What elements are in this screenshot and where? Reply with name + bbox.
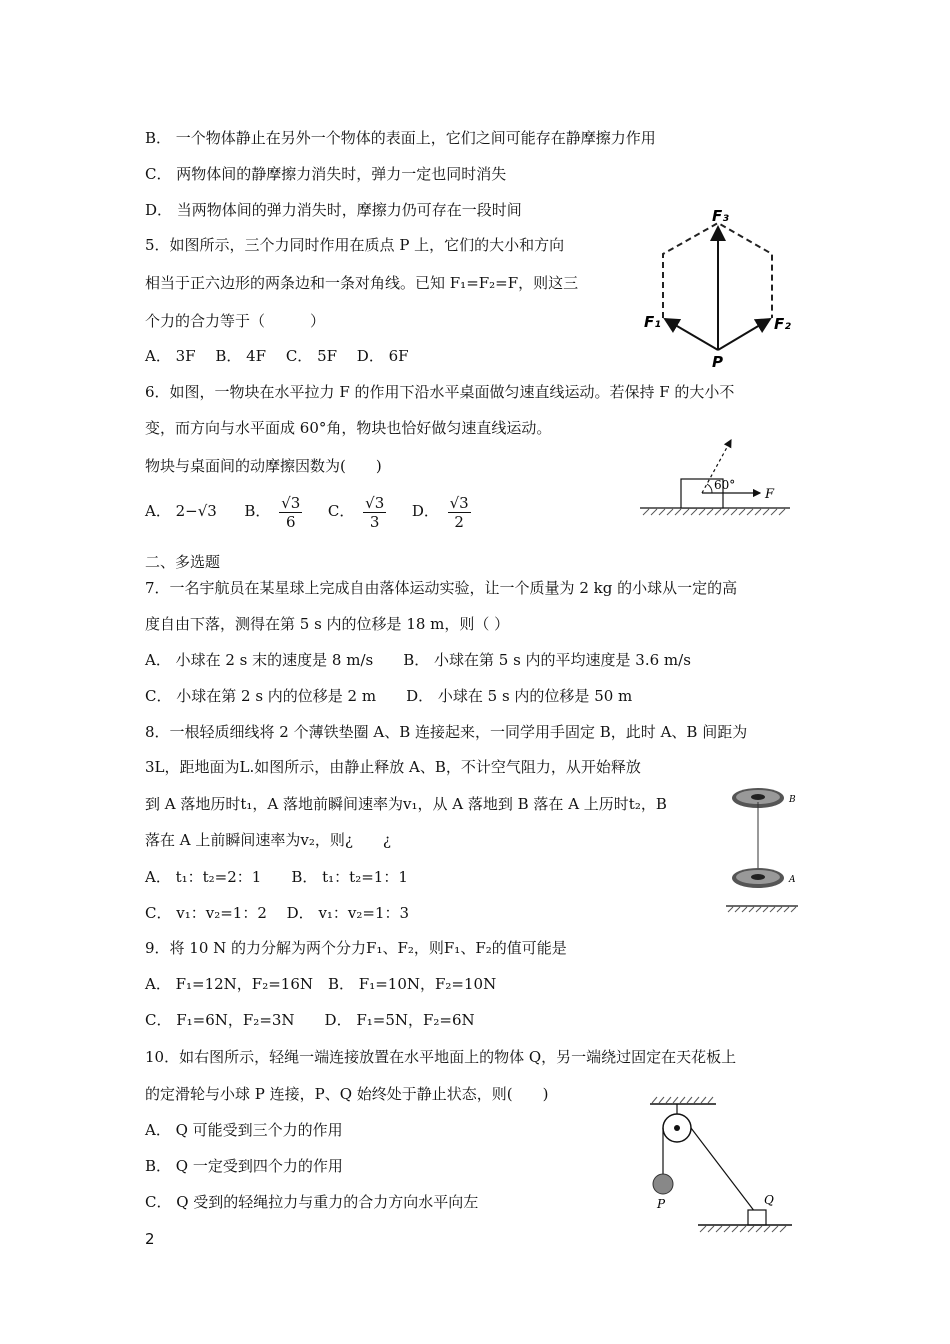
q8-options-row2: C． v₁：v₂=1：2 D． v₁：v₂=1：3 xyxy=(145,904,410,922)
q10-line2: 的定滑轮与小球 P 连接，P、Q 始终处于静止状态，则( ) xyxy=(145,1085,549,1103)
q7-line2: 度自由下落，测得在第 5 s 内的位移是 18 m，则（ ） xyxy=(145,615,510,633)
washer-a-label: A xyxy=(789,875,796,885)
q6-option-d-label: D． xyxy=(411,502,439,520)
q6-block-figure xyxy=(635,432,795,520)
q6-option-b-fraction: $\frac{√3}{6}$ xyxy=(281,493,301,531)
q10-pulley-figure xyxy=(640,1092,800,1240)
q10-option-b: B． Q 一定受到四个力的作用 xyxy=(145,1157,343,1175)
label-f1: F₁ xyxy=(644,313,661,331)
q4-option-c: C． 两物体间的静摩擦力消失时，弹力一定也同时消失 xyxy=(145,165,507,183)
q9-options-row2: C． F₁=6N，F₂=3N D． F₁=5N，F₂=6N xyxy=(145,1011,475,1029)
q6-options xyxy=(145,488,475,534)
q6-option-b-label: B． xyxy=(244,502,271,520)
q8-line3: 到 A 落地历时t₁，A 落地前瞬间速率为v₁，从 A 落地到 B 落在 A 上历时t₂，B xyxy=(145,795,667,813)
washer-b-label: B xyxy=(789,795,796,805)
q8-line2: 3L，距地面为L.如图所示，由静止释放 A、B，不计空气阻力，从开始释放 xyxy=(145,758,641,776)
q8-line4: 落在 A 上前瞬间速率为v₂，则¿ ¿ xyxy=(145,831,391,849)
q9-options-row1: A． F₁=12N，F₂=16N B． F₁=10N，F₂=10N xyxy=(145,975,497,993)
force-label: F xyxy=(765,487,775,502)
q7-options-row1: A． 小球在 2 s 末的速度是 8 m/s B． 小球在第 5 s 内的平均速度是 3.6 m/s xyxy=(145,651,691,669)
q8-washers-figure xyxy=(720,778,810,918)
q6-option-c-fraction: $\frac{√3}{3}$ xyxy=(365,493,385,531)
q8-options-row1: A． t₁：t₂=2：1 B． t₁：t₂=1：1 xyxy=(145,868,408,886)
q6-line2: 变，而方向与水平面成 60°角，物块也恰好做匀速直线运动。 xyxy=(145,419,552,437)
q7-options-row2: C． 小球在第 2 s 内的位移是 2 m D． 小球在 5 s 内的位移是 50 m xyxy=(145,687,633,705)
q10-option-a: A． Q 可能受到三个力的作用 xyxy=(145,1121,343,1139)
q10-option-c: C． Q 受到的轻绳拉力与重力的合力方向水平向左 xyxy=(145,1193,479,1211)
q6-line1: 6．如图，一物块在水平拉力 F 的作用下沿水平桌面做匀速直线运动。若保持 F 的大小不 xyxy=(145,383,735,401)
label-f3: F₃ xyxy=(712,207,729,225)
q5-line1: 5．如图所示，三个力同时作用在质点 P 上，它们的大小和方向 xyxy=(145,236,565,254)
q6-option-c-label: C． xyxy=(327,502,355,520)
angle-label: 60° xyxy=(714,478,736,492)
label-p: P xyxy=(712,353,723,370)
label-f2: F₂ xyxy=(774,315,791,333)
q4-option-d: D． 当两物体间的弹力消失时，摩擦力仍可存在一段时间 xyxy=(145,201,522,219)
q5-hexagon-figure xyxy=(640,205,800,370)
q6-option-d-fraction: $\frac{√3}{2}$ xyxy=(449,493,469,531)
q5-line3: 个力的合力等于（ ） xyxy=(145,312,326,330)
q9-line1: 9．将 10 N 的力分解为两个分力F₁、F₂，则F₁、F₂的值可能是 xyxy=(145,939,567,957)
q7-line1: 7．一名宇航员在某星球上完成自由落体运动实验，让一个质量为 2 kg 的小球从一定的高 xyxy=(145,579,738,597)
q5-options: A． 3F B． 4F C． 5F D． 6F xyxy=(145,347,409,365)
q6-line3: 物块与桌面间的动摩擦因数为( ) xyxy=(145,457,382,475)
q6-option-a: A． 2−√3 xyxy=(145,502,217,520)
ball-p-label: P xyxy=(657,1197,666,1211)
block-q-label: Q xyxy=(764,1193,774,1207)
section-heading: 二、多选题 xyxy=(145,553,221,571)
q8-line1: 8．一根轻质细线将 2 个薄铁垫圈 A、B 连接起来，一同学用手固定 B，此时 A、B 间距为 xyxy=(145,723,748,741)
q5-line2: 相当于正六边形的两条边和一条对角线。已知 F₁=F₂=F，则这三 xyxy=(145,274,579,292)
q10-line1: 10．如右图所示，轻绳一端连接放置在水平地面上的物体 Q，另一端绕过固定在天花板上 xyxy=(145,1048,737,1066)
page-number: 2 xyxy=(145,1230,155,1248)
q4-option-b: B． 一个物体静止在另外一个物体的表面上，它们之间可能存在静摩擦力作用 xyxy=(145,129,656,147)
